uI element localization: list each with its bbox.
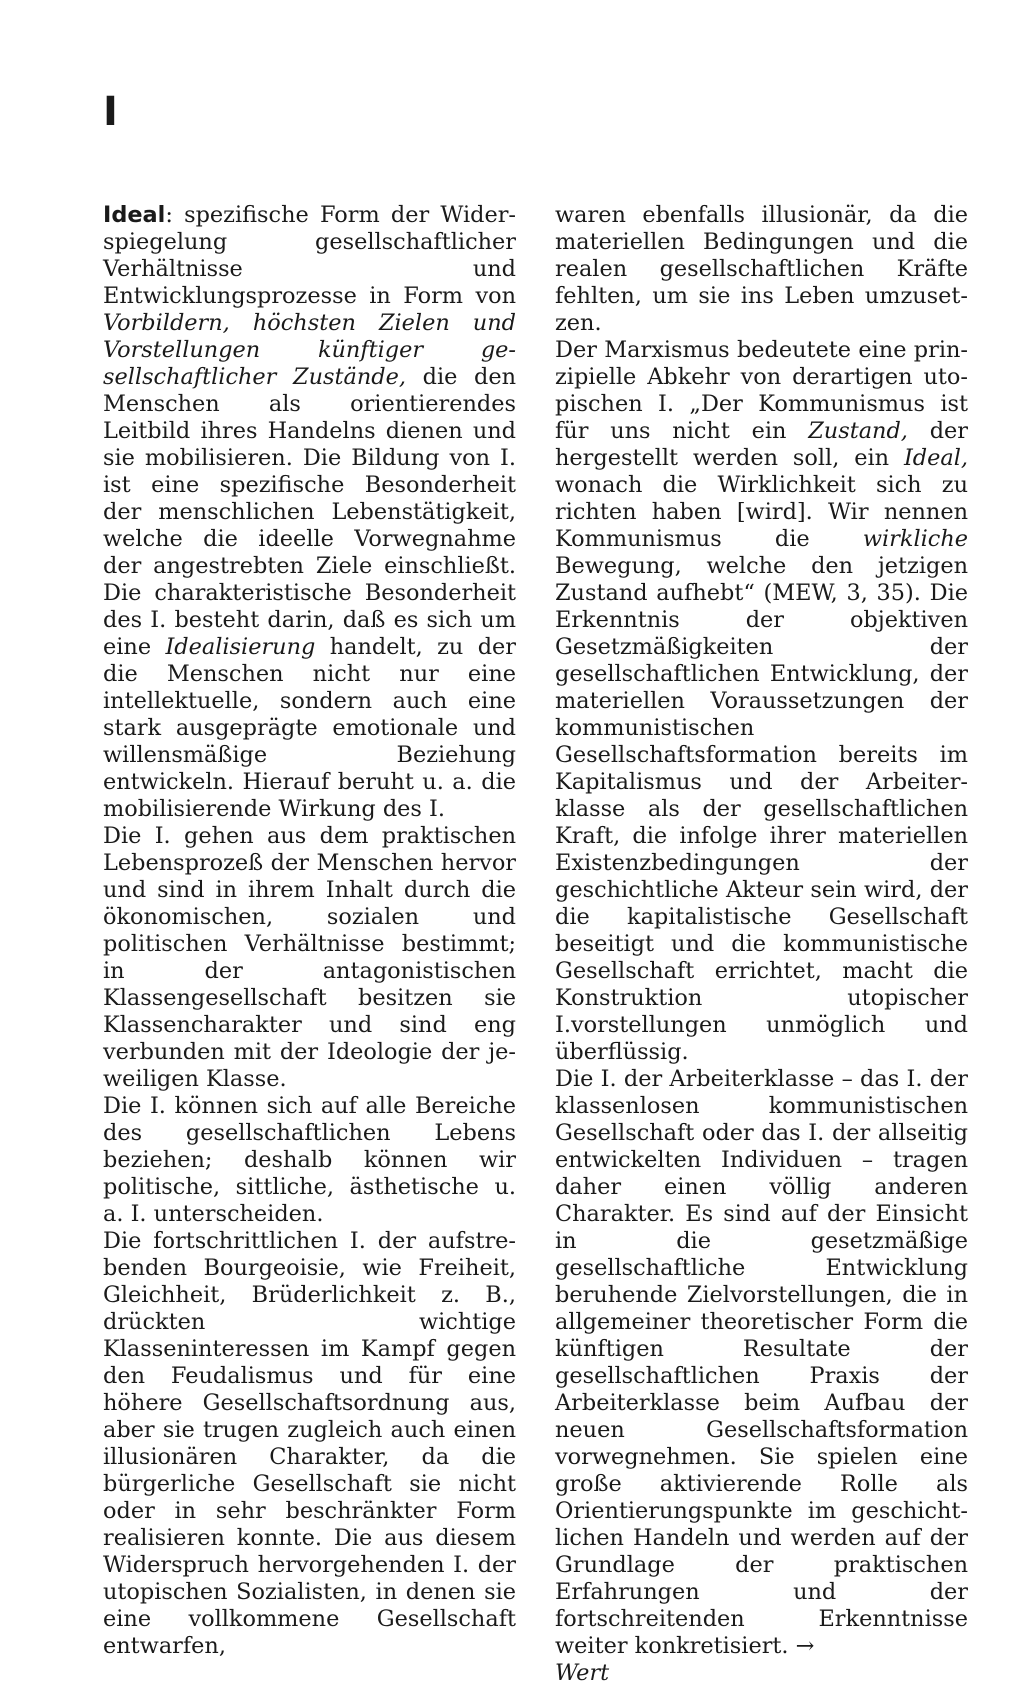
paragraph-3: Die I. können sich auf alle Bereiche des gesellschaftlichen Lebens beziehen; deshalb können wir politische, sittliche, ästhetische u. a. I. unterscheiden. xyxy=(103,1093,516,1227)
paragraph-1 xyxy=(103,202,516,823)
entry-term: Ideal xyxy=(103,202,166,228)
text-run: die den Menschen als orientierendes Leitbild ihres Handelns dienen und sie mobilisieren. Die Bildung von I. ist eine spezifische Besonderheit der menschlichen Lebenstätigkeit, welche die ideelle Vorwegnahme der angestrebten Ziele einschließt. Die charakteristische Besonderheit des I. besteht darin, daß es sich um eine xyxy=(103,364,516,660)
paragraph-4: Die fortschrittlichen I. der aufstrebenden Bourgeoisie, wie Freiheit, Gleichheit, Brüderlichkeit z. B., drückten wichtige Klasseninteressen im Kampf gegen den Feudalismus und für eine höhere Gesellschaftsordnung aus, aber sie trugen zugleich auch einen illusionären Charakter, da die bürgerliche Gesellschaft sie nicht oder in sehr beschränkter Form realisieren konnte. Die aus diesem Widerspruch hervorgehenden I. der utopischen Sozialisten, in denen sie eine vollkommene Gesellschaft entwarfen, xyxy=(103,1228,516,1659)
paragraph-5: waren ebenfalls illusionär, da die materiellen Bedingungen und die realen gesellschaftlichen Kräfte fehlten, um sie ins Leben umzusetzen. xyxy=(555,202,968,336)
text-run: Bewegung, welche den jetzigen Zustand aufhebt“ (MEW, 3, 35). Die Erkenntnis der objektiven Gesetzmäßigkeiten der gesellschaftlichen Entwicklung, der materiellen Voraussetzungen der kommunistischen Gesellschaftsformation bereits im Kapitalismus und der Arbeiterklasse als der gesellschaftlichen Kraft, die infolge ihrer materiellen Existenzbedingungen der geschichtliche Akteur sein wird, der die kapitalistische Gesellschaft beseitigt und die kommunistische Gesellschaft errichtet, macht die Konstruktion utopischer I.vorstellungen unmöglich und überflüssig. xyxy=(555,553,968,1065)
cross-reference-arrow-icon: → xyxy=(795,1633,815,1659)
left-column xyxy=(103,202,516,1660)
paragraph-2: Die I. gehen aus dem praktischen Lebensprozeß der Menschen hervor und sind in ihrem Inhalt durch die ökonomischen, sozialen und politischen Verhältnisse bestimmt; in der antagonistischen Klassengesellschaft besitzen sie Klassencharakter und sind eng verbunden mit der Ideologie der jeweiligen Klasse. xyxy=(103,823,516,1092)
cross-reference-link[interactable]: Wert xyxy=(555,1660,610,1686)
italic-run: Ideal, xyxy=(903,445,968,471)
text-run: wonach die Wirklichkeit sich zu richten haben [wird]. Wir nennen Kommunismus die xyxy=(555,472,968,552)
text-run: der hergestellt werden soll, ein xyxy=(555,418,968,471)
paragraph-6 xyxy=(555,337,968,1066)
right-column xyxy=(555,202,968,1687)
italic-run: wirkliche xyxy=(862,526,968,552)
text-run: Der Marxismus bedeutete eine prinzipielle Abkehr von derartigen utopischen I. „Der Kommunismus ist für uns nicht ein xyxy=(555,337,968,444)
italic-run: Zustand, xyxy=(808,418,908,444)
italic-run: Vorbildern, höchsten Zielen und Vorstellungen künftiger gesellschaftlicher Zustände, xyxy=(103,310,516,390)
text-run: handelt, zu der die Menschen nicht nur eine intellektuelle, sondern auch eine stark ausgeprägte emotionale und willensmäßige Beziehung entwickeln. Hierauf beruht u. a. die mobilisierende Wirkung des I. xyxy=(103,634,516,822)
paragraph-7 xyxy=(555,1066,968,1687)
section-letter: I xyxy=(103,89,118,135)
italic-run: Idealisierung xyxy=(165,634,316,660)
text-run: : spezifische Form der Widerspiegelung gesellschaftlicher Verhältnisse und Entwicklungsprozesse in Form von xyxy=(103,202,516,309)
text-run: Die I. der Arbeiterklasse – das I. der klassenlosen kommunistischen Gesellschaft oder das I. der allseitig entwickelten Individuen – tragen daher einen völlig anderen Charakter. Es sind auf der Einsicht in die gesetzmäßige gesellschaftliche Entwicklung beruhende Zielvorstellungen, die in allgemeiner theoretischer Form die künftigen Resultate der gesellschaftlichen Praxis der Arbeiterklasse beim Aufbau der neuen Gesellschaftsformation vorwegnehmen. Sie spielen eine große aktivierende Rolle als Orientierungspunkte im geschichtlichen Handeln und werden auf der Grundlage der praktischen Erfahrungen und der fortschreitenden Erkenntnisse weiter konkretisiert. xyxy=(555,1066,968,1659)
